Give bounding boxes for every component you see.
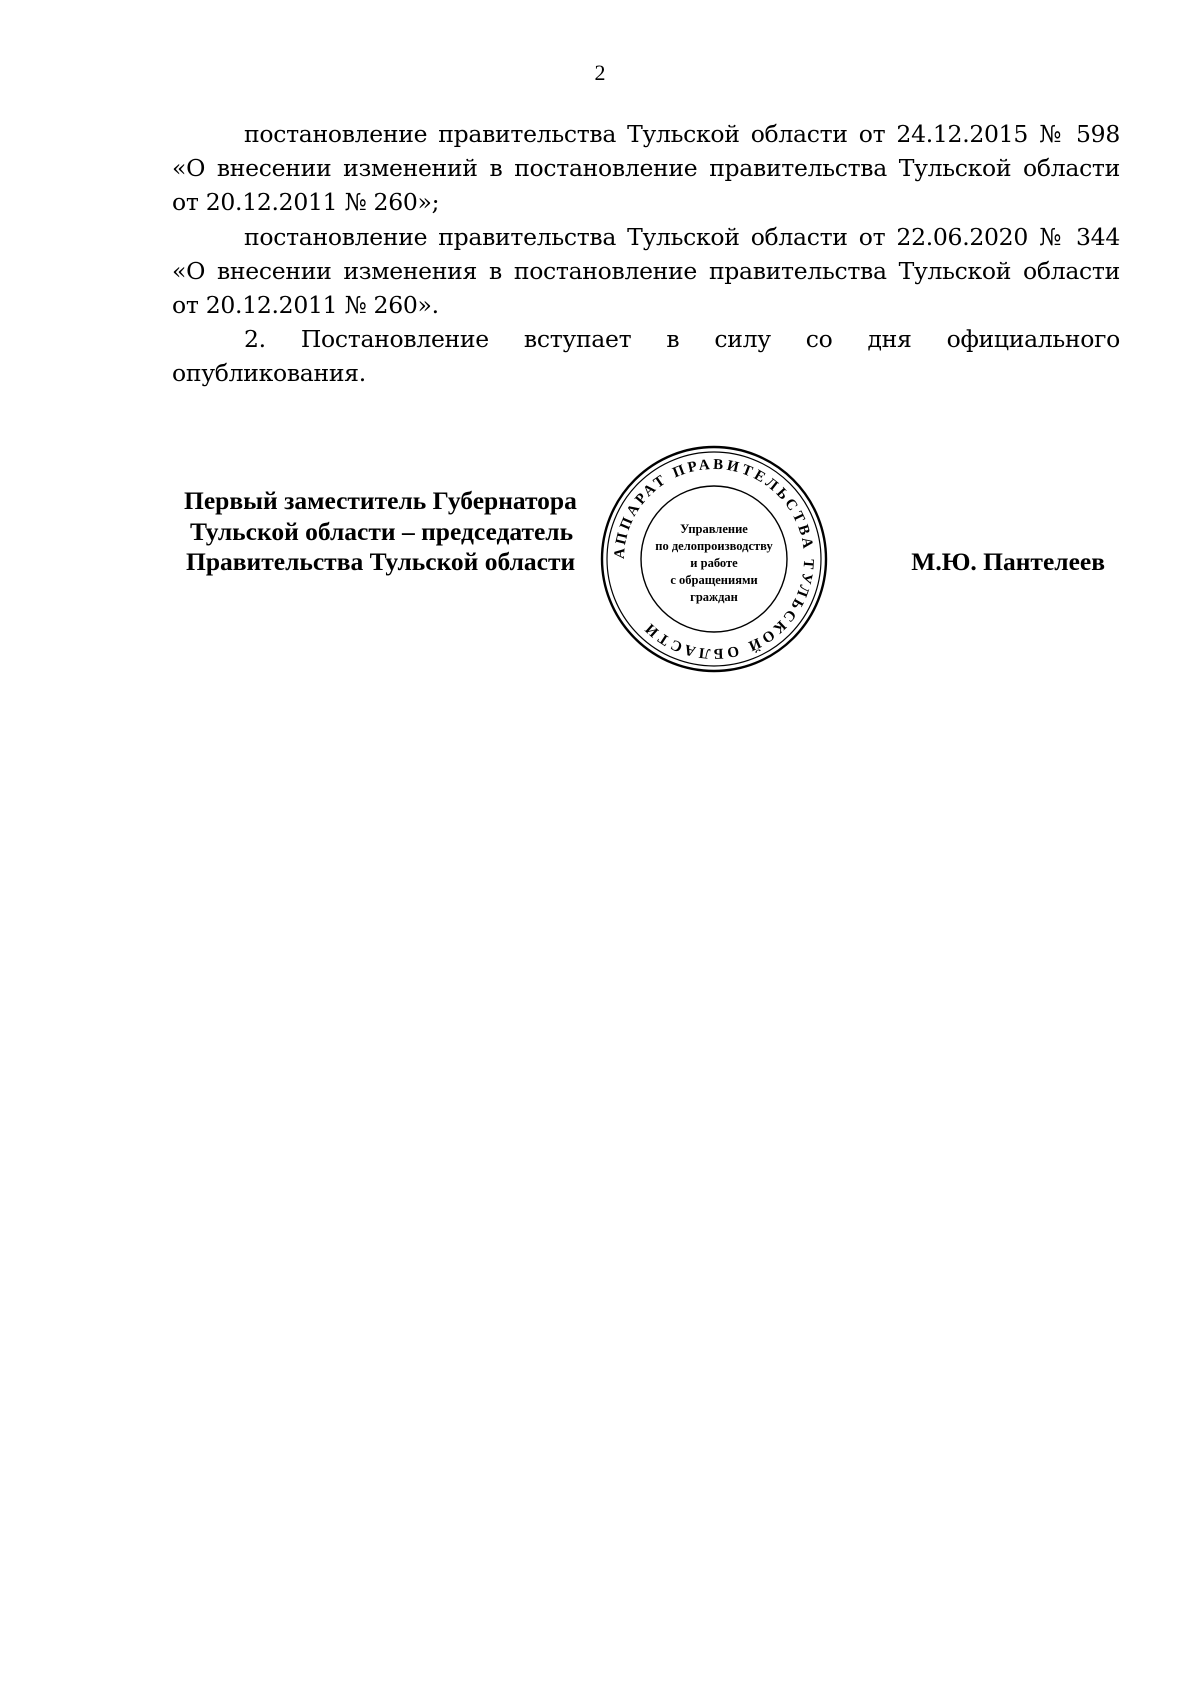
document-body xyxy=(172,117,1120,391)
seal-ring-textpath: АППАРАТ ПРАВИТЕЛЬСТВА ТУЛЬСКОЙ ОБЛАСТИ xyxy=(611,456,817,662)
seal-center-line: Управление xyxy=(680,522,748,536)
seal-center-line: граждан xyxy=(690,590,738,604)
seal-center-line: и работе xyxy=(690,556,738,570)
paragraph-resolution-344: постановление правительства Тульской области от 22.06.2020 № 344 «О внесении изменения в постановление правительства Тульской области от 20.12.2011 № 260». xyxy=(172,222,1120,320)
page-number: 2 xyxy=(594,60,606,85)
signatory-position-line: Первый заместитель Губернатора xyxy=(184,486,577,515)
signatory-position-line: Тульской области – председатель xyxy=(190,516,574,546)
seal-center-line: по делопроизводству xyxy=(655,539,773,553)
paragraph-entry-into-force: 2. Постановление вступает в силу со дня официального опубликования. xyxy=(172,325,1120,388)
signatory-position xyxy=(184,486,577,578)
signatory-position-line: Правительства Тульской области xyxy=(186,547,576,576)
signatory-name: М.Ю. Пантелеев xyxy=(911,547,1105,576)
official-seal-stamp xyxy=(595,440,833,678)
seal-center-line: с обращениями xyxy=(670,573,758,587)
paragraph-resolution-598: постановление правительства Тульской области от 24.12.2015 № 598 «О внесении изменений в постановление правительства Тульской области от 20.12.2011 № 260»; xyxy=(172,120,1120,217)
seal-graphic xyxy=(595,440,833,678)
